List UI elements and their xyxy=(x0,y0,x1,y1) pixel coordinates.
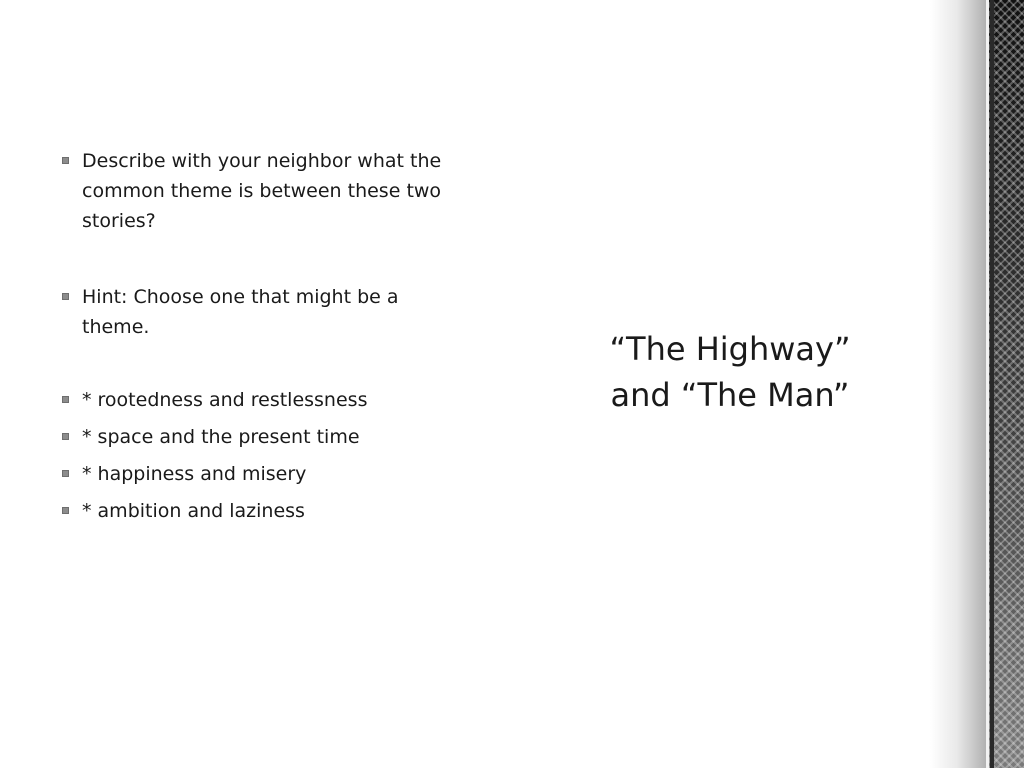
slide-title xyxy=(590,326,870,418)
bullet-item-question xyxy=(60,146,460,236)
bullet-text: * ambition and laziness xyxy=(82,500,305,522)
bullet-item-option xyxy=(60,385,460,415)
bullet-text: * space and the present time xyxy=(82,426,360,448)
square-bullet-icon xyxy=(62,396,69,403)
bullet-item-option xyxy=(60,496,460,526)
bullet-item-option xyxy=(60,422,460,452)
square-bullet-icon xyxy=(62,293,69,300)
square-bullet-icon xyxy=(62,507,69,514)
bullet-text: * rootedness and restlessness xyxy=(82,389,368,411)
title-line-1: “The Highway” xyxy=(609,330,851,368)
edge-stripe-light xyxy=(986,0,989,768)
bullet-text: Describe with your neighbor what the common theme is between these two stories? xyxy=(82,150,442,232)
title-line-2: and “The Man” xyxy=(610,376,850,414)
bullet-text: * happiness and misery xyxy=(82,463,307,485)
square-bullet-icon xyxy=(62,433,69,440)
square-bullet-icon xyxy=(62,470,69,477)
edge-stripe-dark xyxy=(990,0,994,768)
bullet-list xyxy=(60,146,460,526)
square-bullet-icon xyxy=(62,157,69,164)
edge-gradient xyxy=(930,0,990,768)
bullet-item-option xyxy=(60,459,460,489)
bullet-text: Hint: Choose one that might be a theme. xyxy=(82,286,399,338)
bullet-item-hint xyxy=(60,282,460,342)
